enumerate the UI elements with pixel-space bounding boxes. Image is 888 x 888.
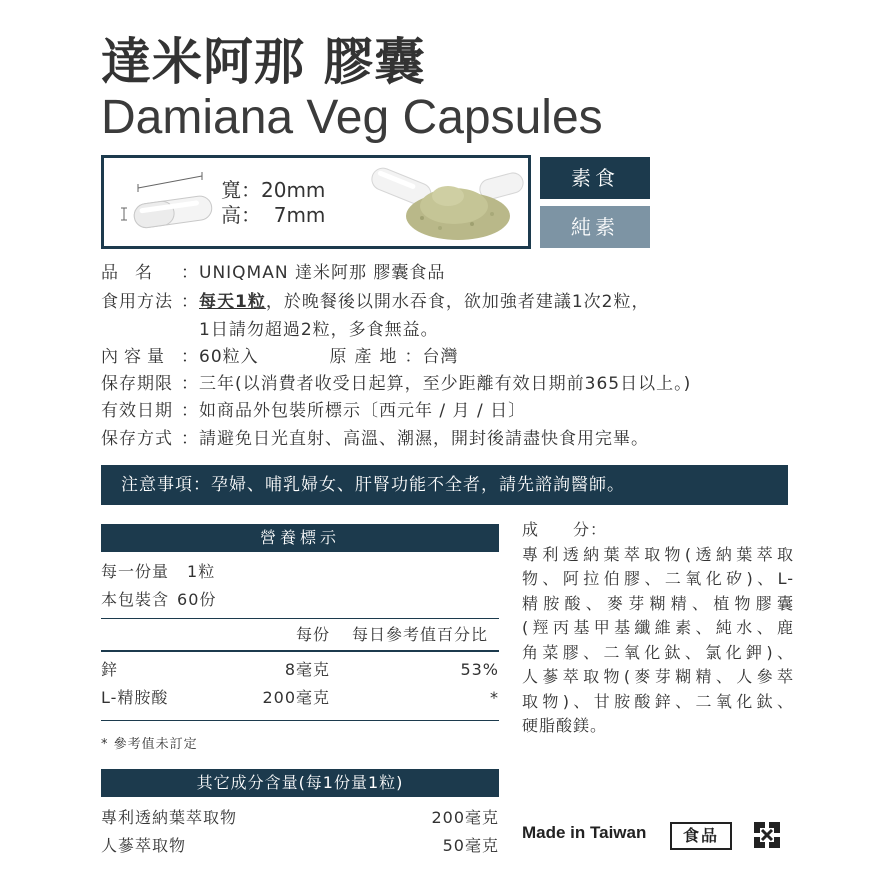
- other-ingredients-header: 其它成分含量(每1份量1粒): [101, 769, 499, 797]
- nutrient-amount: 8毫克: [284, 660, 330, 679]
- ingredients-line: 取物)、甘胺酸鋅、二氧化鈦、: [522, 691, 794, 711]
- capsule-size-box: [101, 155, 531, 249]
- ingredients-line: 專利透納葉萃取物(透納葉萃取: [522, 544, 794, 564]
- other-amount: 200毫克: [431, 808, 499, 827]
- vegetarian-badge: 素食: [540, 157, 650, 199]
- nutrient-name: L-精胺酸: [101, 688, 169, 707]
- food-mark: 食品: [670, 822, 732, 850]
- info-row-name: 品名 ：UNIQMAN 達米阿那 膠囊食品: [101, 263, 446, 283]
- info-label: 保存方式: [101, 429, 173, 449]
- vegan-badge: 純素: [540, 206, 650, 248]
- ingredients-list: [522, 518, 794, 739]
- divider: [101, 650, 499, 652]
- info-row-shelf-life: 保存期限 ：三年(以消費者收受日起算，至少距離有效日期前365日以上。): [101, 374, 692, 394]
- other-name: 人蔘萃取物: [101, 836, 187, 855]
- caution-notice: 注意事項：孕婦、哺乳婦女、肝腎功能不全者，請先諮詢醫師。: [101, 465, 788, 505]
- ingredients-line: 精胺酸、麥芽糊精、植物膠囊: [522, 593, 794, 613]
- ingredients-line: 硬脂酸鎂。: [522, 716, 608, 735]
- col-per-serving: 每份: [296, 625, 331, 644]
- info-label: 有效日期: [101, 401, 173, 421]
- recycle-icon: [750, 818, 784, 852]
- info-label: 保存期限: [101, 374, 173, 394]
- nutrition-header: 營養標示: [101, 524, 499, 552]
- info-label: 原產地: [329, 347, 405, 367]
- product-title-zh: 達米阿那 膠囊: [101, 33, 426, 91]
- info-label: 內容量: [101, 347, 170, 367]
- info-label: 品名: [101, 263, 169, 283]
- info-row-usage: 食用方法 ：每天1粒，於晚餐後以開水吞食，欲加強者建議1次2粒，: [101, 292, 650, 312]
- divider: [101, 720, 499, 721]
- info-label: 食用方法: [101, 292, 173, 312]
- ingredients-line: 人蔘萃取物(麥芽糊精、人參萃: [522, 667, 794, 686]
- other-name: 專利透納葉萃取物: [101, 808, 238, 827]
- capsule-height: 高： 7mm: [221, 203, 326, 227]
- capsule-width: 寬：20mm: [221, 178, 326, 202]
- info-row-expiry: 有效日期 ：如商品外包裝所標示〔西元年 / 月 / 日〕: [101, 401, 527, 421]
- ingredients-line: 角菜膠、二氧化鈦、氯化鉀)、: [522, 642, 794, 662]
- nutrient-amount: 200毫克: [262, 688, 330, 707]
- other-amount: 50毫克: [442, 836, 499, 855]
- ingredients-label: 成 分：: [522, 520, 608, 539]
- nutrient-dv: 53%: [460, 660, 499, 679]
- nutrient-dv: *: [490, 688, 499, 707]
- info-row-content: 內容量 ：60粒入 原產地：台灣: [101, 347, 459, 367]
- nutrient-name: 鋅: [101, 660, 119, 679]
- info-row-usage-cont: 1日請勿超過2粒，多食無益。: [199, 320, 439, 340]
- ingredients-line: (羥丙基甲基纖維素、純水、鹿: [522, 618, 794, 637]
- capsule-diagram: [114, 166, 214, 236]
- serving-size: 每一份量 1粒: [101, 562, 216, 581]
- product-title-en: Damiana Veg Capsules: [101, 91, 603, 144]
- servings-per-package: 本包裝含 60份: [101, 590, 217, 609]
- footnote: * 參考值未訂定: [101, 737, 198, 752]
- made-in-taiwan: Made in Taiwan: [522, 823, 647, 842]
- col-daily-value: 每日參考值百分比: [352, 625, 489, 644]
- ingredients-line: 物、阿拉伯膠、二氧化矽)、L-: [522, 569, 794, 588]
- capsule-powder-image: [362, 158, 532, 242]
- divider: [101, 618, 499, 619]
- info-row-storage: 保存方式 ：請避免日光直射、高溫、潮濕，開封後請盡快食用完畢。: [101, 429, 649, 449]
